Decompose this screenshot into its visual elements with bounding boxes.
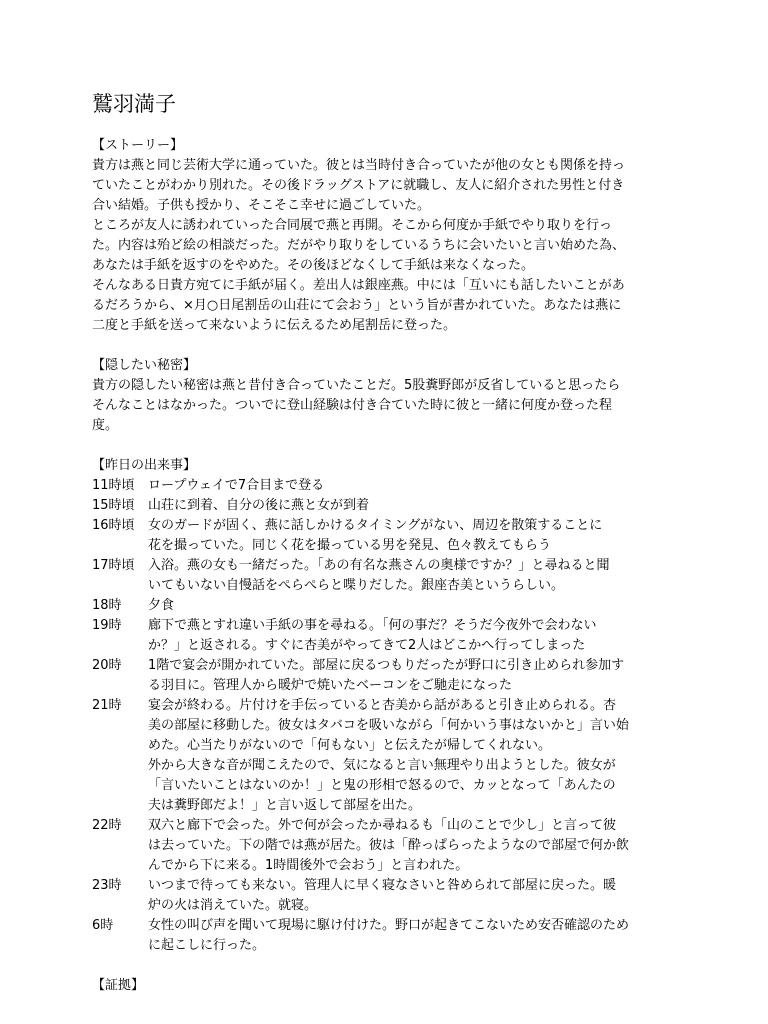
story-line: ところが友人に誘われていった合同展で燕と再開。そこから何度か手紙でやり取りを行っ: [92, 218, 613, 233]
timeline-event: [92, 816, 682, 876]
timeline-event: [92, 476, 682, 496]
evidence-heading: 【証拠】: [92, 978, 145, 993]
event-line: か？」と返される。すぐに杏美がやってきて2人はどこかへ行ってしまった: [148, 638, 586, 653]
timeline-event: [92, 876, 682, 916]
story-line: 貴方は燕と同じ芸術大学に通っていた。彼とは当時付き合っていたが他の女とも関係を持っ: [92, 158, 626, 173]
event-line: 夫は糞野郎だよ！」と言い返して部屋を出た。: [148, 798, 422, 813]
event-line: いつまで待っても来ない。管理人に早く寝なさいと咎められて部屋に戻った。暖: [148, 878, 617, 893]
event-time: 18時: [92, 598, 122, 613]
story-line: 合い結婚。子供も授かり、そこそこ幸せに過ごしていた。: [92, 198, 431, 213]
secret-line: 度。: [92, 418, 119, 433]
story-line: 二度と手紙を送って来ないように伝えるため尾割岳に登った。: [92, 318, 457, 333]
event-line: 宴会が終わる。片付けを手伝っていると杏美から話があると引き止められる。杏: [148, 698, 617, 713]
event-line: ロープウェイで7合目まで登る: [148, 478, 325, 493]
evidence-section: [92, 976, 682, 996]
event-description: [148, 876, 682, 916]
event-description: [148, 476, 682, 496]
story-line: あなたは手紙を返すのをやめた。その後ほどなくして手紙は来なくなった。: [92, 258, 535, 273]
event-line: 女性の叫び声を聞いて現場に駆け付けた。野口が起きてこないため安否確認のため: [148, 918, 630, 933]
event-line: 美の部屋に移動した。彼女はタバコを吸いながら「何かいう事はないかと」言い始: [148, 718, 629, 733]
event-line: は去っていた。下の階では燕が居た。彼は「酔っぱらったようなので部屋で何か飲: [148, 838, 630, 853]
timeline-event: [92, 596, 682, 616]
event-time: 16時頃: [92, 518, 135, 533]
event-line: 女のガードが固く、燕に話しかけるタイミングがない、周辺を散策することに: [148, 518, 603, 533]
timeline-event: [92, 696, 682, 816]
event-time: 17時頃: [92, 558, 135, 573]
event-line: 廊下で燕とすれ違い手紙の事を尋ねる。「何の事だ？そうだ今夜外で会わない: [148, 618, 597, 633]
event-line: めた。心当たりがないので「何もない」と伝えたが帰してくれない。: [148, 738, 552, 753]
event-line: 入浴。燕の女も一緒だった。「あの有名な燕さんの奥様ですか？」と尋ねると聞: [148, 558, 610, 573]
timeline-event: [92, 556, 682, 596]
story-heading: 【ストーリー】: [92, 138, 184, 153]
event-time: 6時: [92, 918, 114, 933]
secret-section: [92, 356, 682, 436]
event-time: 23時: [92, 878, 122, 893]
event-line: る羽目に。管理人から暖炉で焼いたベーコンをご馳走になった: [148, 678, 513, 693]
timeline-event: [92, 496, 682, 516]
timeline-event: [92, 916, 682, 956]
event-description: [148, 916, 682, 956]
timeline: [92, 476, 682, 956]
event-description: [148, 816, 682, 876]
event-line: 花を撮っていた。同じく花を撮っている男を発見、色々教えてもらう: [148, 538, 552, 553]
event-line: いてもいない自慢話をぺらぺらと喋りだした。銀座杏美というらしい。: [148, 578, 565, 593]
event-time: 22時: [92, 818, 122, 833]
secret-line: そんなことはなかった。ついでに登山経験は付き合ていた時に彼と一緒に何度か登った程: [92, 398, 613, 413]
event-description: [148, 596, 682, 616]
timeline-event: [92, 656, 682, 696]
event-line: 1階で宴会が開かれていた。部屋に戻るつもりだったが野口に引き止められ参加す: [148, 658, 625, 673]
event-line: 双六と廊下で会った。外で何が会ったか尋ねるも「山のことで少し」と言って彼: [148, 818, 617, 833]
story-section: [92, 136, 682, 336]
event-line: んでから下に来る。1時間後外で会おう」と言われた。: [148, 858, 469, 873]
event-description: [148, 556, 682, 596]
event-description: [148, 696, 682, 816]
event-description: [148, 656, 682, 696]
event-time: 11時頃: [92, 478, 135, 493]
story-body: [92, 156, 682, 336]
event-line: 炉の火は消えていた。就寝。: [148, 898, 318, 913]
timeline-event: [92, 516, 682, 556]
story-line: そんなある日貴方宛てに手紙が届く。差出人は銀座燕。中には「互いにも話したいことがあ: [92, 278, 625, 293]
event-time: 15時頃: [92, 498, 135, 513]
character-name-title: 鷲羽満子: [92, 92, 176, 116]
event-description: [148, 516, 682, 556]
event-line: に起こしに行った。: [148, 938, 266, 953]
event-line: 「言いたいことはないのか！」と鬼の形相で怒るので、カッとなって「あんたの: [148, 778, 616, 793]
event-line: 夕食: [148, 598, 175, 613]
event-line: 外から大きな音が聞こえたので、気になると言い無理やり出ようとした。彼女が: [148, 758, 616, 773]
secret-heading: 【隠したい秘密】: [92, 358, 197, 373]
yesterday-heading: 【昨日の出来事】: [92, 458, 197, 473]
yesterday-section: [92, 456, 682, 956]
story-line: た。内容は殆ど絵の相談だった。だがやり取りをしているうちに会いたいと言い始めた為、: [92, 238, 626, 253]
timeline-event: [92, 616, 682, 656]
story-line: るだろうから、×月○日尾割岳の山荘にて会おう」という旨が書かれていた。あなたは燕に: [92, 298, 622, 313]
event-description: [148, 496, 682, 516]
event-time: 21時: [92, 698, 122, 713]
secret-body: [92, 376, 682, 436]
event-time: 20時: [92, 658, 122, 673]
event-description: [148, 616, 682, 656]
document-page: [92, 90, 682, 996]
event-line: 山荘に到着、自分の後に燕と女が到着: [148, 498, 370, 513]
secret-line: 貴方の隠したい秘密は燕と昔付き合っていたことだ。5股糞野郎が反省していると思ったら: [92, 378, 621, 393]
story-line: ていたことがわかり別れた。その後ドラッグストアに就職し、友人に紹介された男性と付き: [92, 178, 625, 193]
event-time: 19時: [92, 618, 122, 633]
